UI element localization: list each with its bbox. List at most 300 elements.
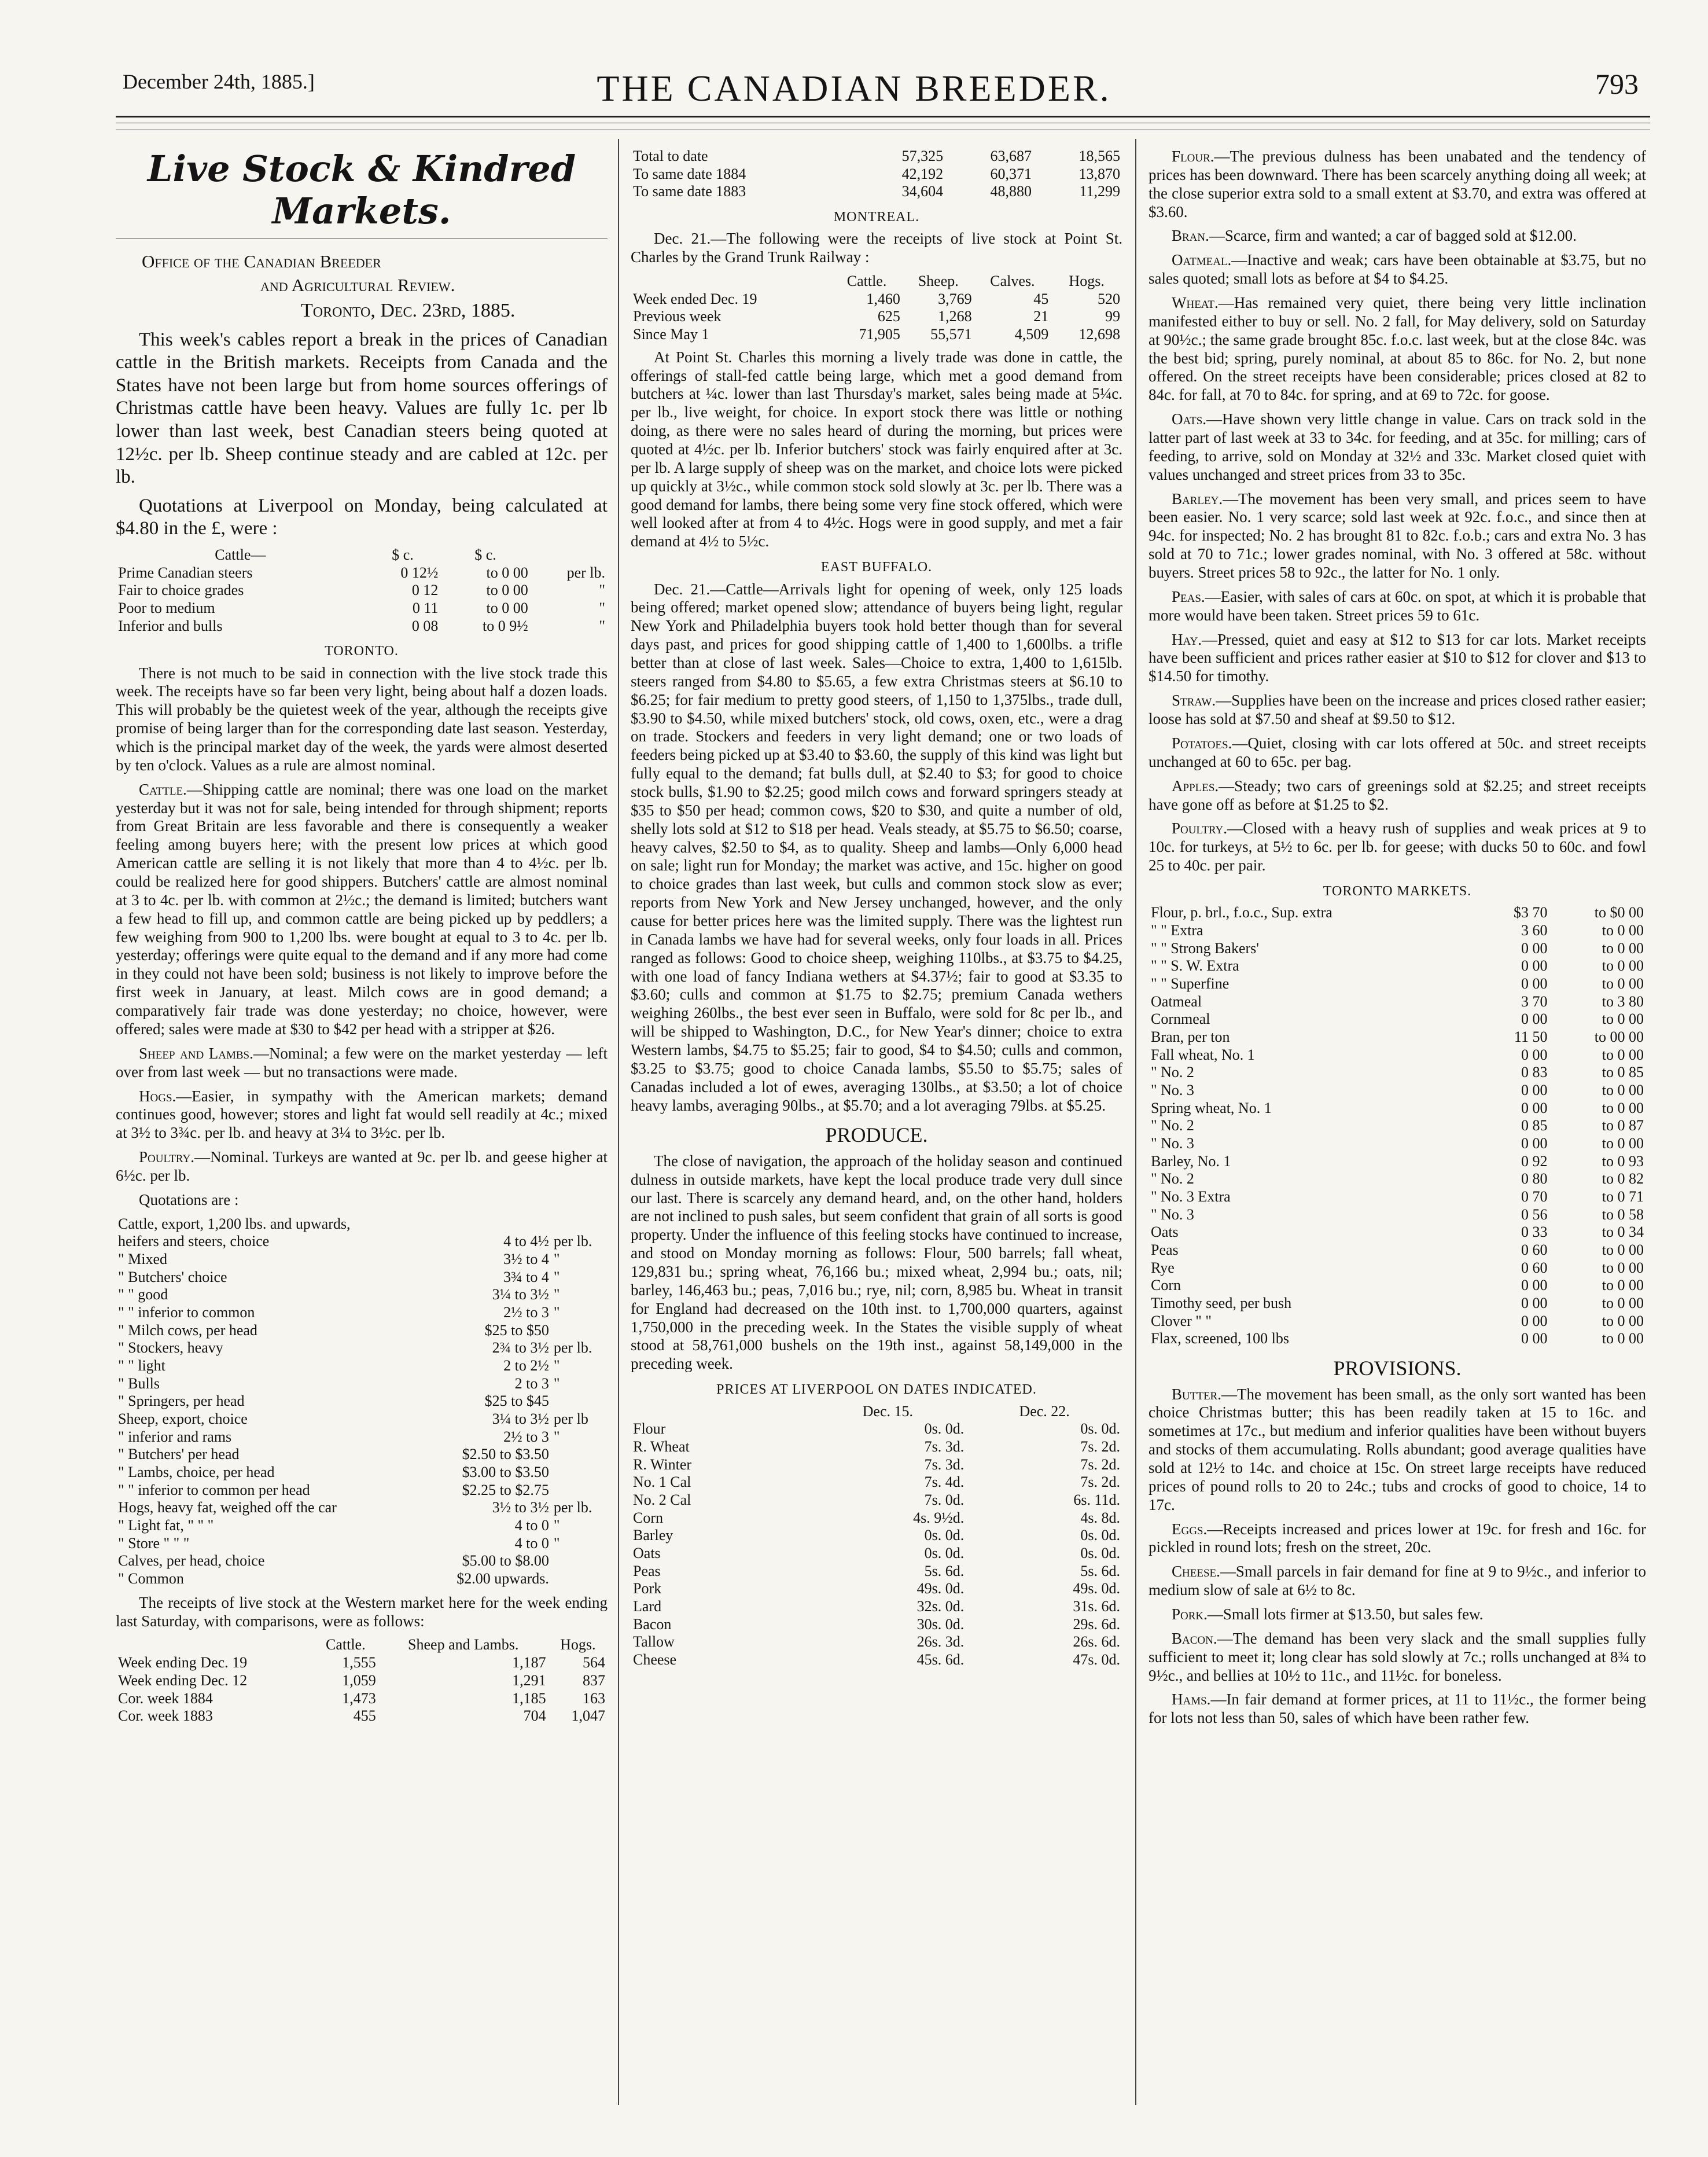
table-cell: to 0 00 (486, 599, 528, 616)
table-cell: " (553, 1517, 560, 1534)
table-cell: " Light fat, " " " (118, 1517, 214, 1534)
table-cell: $3.00 to $3.50 (462, 1464, 549, 1481)
table-cell: Peas (633, 1562, 661, 1579)
table-cell: 26s. 6d. (1073, 1633, 1120, 1651)
paragraph-label: Hogs. (139, 1087, 176, 1105)
table-row (1149, 1010, 1646, 1028)
table-cell: to 0 71 (1602, 1188, 1644, 1205)
table-cell: to 0 00 (1602, 939, 1644, 957)
table-cell: To same date 1883 (633, 183, 746, 200)
table-row (1149, 1277, 1646, 1295)
table-row (1149, 1170, 1646, 1188)
table-header: Dec. 22. (1019, 1402, 1070, 1420)
column-divider (618, 139, 619, 2105)
table-cell: 60,371 (990, 165, 1032, 182)
paragraph-text: —Steady; two cars of greenings sold at $2.25; and street receipts have gone off as before at $1.25 to $2. (1149, 777, 1646, 813)
table-cell: Oats (1151, 1223, 1179, 1241)
table-cell: 4 to 0 (514, 1517, 549, 1534)
table-cell: 31s. 6d. (1073, 1597, 1120, 1615)
table-row (116, 1690, 608, 1708)
table-cell: 0 12 (411, 582, 439, 599)
table-row (116, 1570, 608, 1588)
table-cell: to 0 00 (486, 564, 528, 581)
montreal-intro: Dec. 21.—The following were the receipts of live stock at Point St. Charles by the Grand Trunk Railway : (631, 230, 1122, 266)
table-cell: 1,185 (512, 1689, 546, 1707)
table-cell: 71,905 (859, 326, 900, 343)
table-cell: Barley, No. 1 (1151, 1152, 1231, 1170)
paragraph-text: —In fair demand at former prices, at 11 to 11½c., the former being for lots not less than 50, sales of which have been rather few. (1149, 1691, 1646, 1727)
toronto-markets-table (1149, 904, 1646, 1348)
paragraph-label: Bran. (1172, 227, 1209, 245)
paragraph-label: Pork. (1172, 1605, 1208, 1623)
table-cell: " (553, 1375, 560, 1392)
table-row (631, 1616, 1122, 1634)
table-cell: 3 60 (1521, 921, 1548, 939)
table-cell: " No. 2 (1151, 1170, 1194, 1188)
table-cell: 704 (523, 1707, 546, 1725)
table-row (1149, 922, 1646, 940)
paragraph-text: —Shipping cattle are nominal; there was one load on the market yesterday but it was not for sale, being intended for through shipment; reports from Great Britain are less favorable and there is consequently a weaker feeling among buyers here; with the present low prices at which good American cattle are selling it is not likely that more than 4 to 4½c. per lb. could be realized here for good shippers. Butchers' cattle are almost nominal at 3 to 4c. per lb. with common at 2½c.; the demand is limited; butchers want a few head to fill up, and common cattle are being picked up by peddlers; a few weighing from 900 to 1,200 lbs. were bought at equal to 3 to 4c. per lb. yesterday; offerings were quite equal to the demand and if any more had come in they could not have been sold; business is not likely to improve before the first week in January, at least. Milch cows are in good demand; a comparatively fair trade was done yesterday; no choice, however, were offered; sales were made at $30 to $42 per head with a stripper at $26. (116, 780, 608, 1038)
table-row (116, 1517, 608, 1535)
table-cell: " Milch cows, per head (118, 1321, 257, 1339)
table-cell: 520 (1098, 290, 1120, 307)
table-cell: Bran, per ton (1151, 1028, 1230, 1045)
table-cell: 0 00 (1521, 1046, 1548, 1063)
paragraph-text: —Easier, with sales of cars at 60c. on spot, at which it is probable that more would have been taken. Street prices 59 to 61c. (1149, 587, 1646, 624)
paragraph-text: —Scarce, firm and wanted; a car of bagged sold at $12.00. (1209, 227, 1577, 245)
table-cell: " (553, 1428, 560, 1445)
market-paragraph (1149, 777, 1646, 814)
table-row (1149, 1223, 1646, 1241)
table-cell: 625 (877, 308, 900, 325)
montreal-table (631, 273, 1122, 344)
market-paragraph (1149, 1605, 1646, 1624)
table-cell: " (553, 1357, 560, 1375)
table-row (116, 1499, 608, 1517)
table-cell (551, 1570, 608, 1588)
table-cell: 7s. 2d. (1080, 1456, 1120, 1473)
table-cell: 29s. 6d. (1073, 1615, 1120, 1633)
table-cell: 1,473 (342, 1689, 376, 1707)
section-heading: TORONTO. (325, 644, 399, 659)
table-cell: to 0 00 (1602, 957, 1644, 975)
table-row (1149, 1259, 1646, 1277)
table-row (1149, 1188, 1646, 1206)
table-cell: " " inferior to common per head (118, 1481, 310, 1498)
table-cell: 0 33 (1521, 1223, 1548, 1241)
table-row (631, 1420, 1122, 1438)
table-row (631, 326, 1122, 344)
table-cell: " Butchers' per head (118, 1446, 240, 1463)
paragraph-text: —Nominal; a few were on the market yesterday — left over from last week — but no transactions were made. (116, 1044, 608, 1081)
market-paragraph (1149, 490, 1646, 582)
table-row (631, 1651, 1122, 1669)
paragraph-text: —Small parcels in fair demand for fine at 9 to 9½c., and inferior to medium slow of sale at 6½ to 8c. (1149, 1563, 1646, 1599)
market-paragraph (1149, 1563, 1646, 1600)
table-row (116, 1672, 608, 1690)
table-cell: heifers and steers, choice (118, 1233, 270, 1250)
table-cell: to $0 00 (1594, 904, 1644, 921)
table-cell: 47s. 0d. (1073, 1651, 1120, 1668)
table-row (1149, 1064, 1646, 1082)
table-cell: 63,687 (990, 148, 1032, 164)
table-cell: 0 00 (1521, 1099, 1548, 1116)
table-row (116, 600, 608, 618)
column-2 (631, 148, 1122, 2105)
table-header: $ c. (392, 546, 414, 563)
market-paragraph (1149, 1691, 1646, 1728)
paragraph-text: —Quiet, closing with car lots offered at 50c. and street receipts unchanged at 60 to 65c. per bag. (1149, 734, 1646, 770)
table-cell: Cornmeal (1151, 1010, 1210, 1028)
paragraph-label: Butter. (1172, 1385, 1221, 1403)
table-cell: 3¼ to 3½ (492, 1410, 549, 1428)
table-cell: 1,059 (342, 1671, 376, 1689)
buffalo-paragraph: Dec. 21.—Cattle—Arrivals light for opening of week, only 125 loads being offered; market opened slow; attendance of buyers being light, regular New York and Philadelphia buyers took hold better though than for several days past, and prices for good shipping cattle of 1,400 to 1,600lbs. a trifle better than at close of last week. Sales—Choice to extra, 1,400 to 1,615lb. steers ranged from $4.80 to $5.65, a few extra Christmas steers at $6.10 to $6.25; for fair medium to pretty good steers, of 1,150 to 1,375lbs., trade dull, $3.90 to $4.50, while mixed butchers' stock, old cows, oxen, etc., were a drag on trade. Stockers and feeders in very light demand; one or two loads of feeders being picked up at $3.40 to $3.60, the supply of this kind was light but fully equal to the demand; fat bulls dull, at $2.40 to $3; for good to choice stock bulls, $1.90 to $2.25; good milch cows and forward springers steady at $35 to $50 per head; common cows, $20 to $30, and quite a number of old, shelly lots sold at $12 to $18 per head. Veals steady, at $5.75 to $6.50; coarse, heavy calves, $2.50 to $4, as to quality. Sheep and lambs—Only 6,000 head on sale; light run for Monday; the market was active, and 15c. higher on good to choice grades than last week, but culls and common stock slow as ever; reports from New York and New Jersey unchanged, however, and the only cause for better prices here was the limited supply. There was the lightest run in Canada lambs we have had for several weeks, only four loads in all. Prices ranged as follows: Good to choice sheep, weighing 110lbs., at $3.75 to $4.25, with one load of fancy Indiana wethers at $4.37½; fair to good at $3.35 to $3.60; culls and common at $1.75 to $2.75; premium Canada wethers weighing 260lbs., the best ever seen in Buffalo, were sold for 8c per lb., and will be shipped to Washington, D.C., for New Year's dinner; choice to extra Western lambs, $4.75 to $5.25; fair to good, $4 to $4.50; culls and common, $3.25 to $3.75; good to choice Canada lambs, $5.50 to $5.75; sales of Canadas included a lot of ewes, averaging 130lbs., at $3.50; a lot of choice heavy lambs, averaging 90lbs., at $5.70; and a lot averaging 79lbs. at $5.25. (631, 580, 1122, 1114)
produce-notes (1149, 148, 1646, 875)
table-cell: Flax, screened, 100 lbs (1151, 1330, 1290, 1347)
table-cell: to 0 00 (1602, 921, 1644, 939)
market-paragraph (1149, 148, 1646, 221)
table-cell: 0 08 (411, 617, 439, 634)
table-cell: per lb. (566, 564, 605, 581)
market-paragraph (1149, 1630, 1646, 1685)
table-cell (551, 1392, 608, 1410)
table-cell: " inferior and rams (118, 1428, 232, 1445)
table-row (116, 1233, 608, 1251)
table-cell: to 3 80 (1602, 993, 1644, 1010)
table-cell: 3,769 (938, 290, 972, 307)
paragraph-label: Cheese. (1172, 1563, 1220, 1581)
table-row (1149, 904, 1646, 922)
paragraph-text: —Nominal. Turkeys are wanted at 9c. per lb. and geese higher at 6½c. per lb. (116, 1148, 608, 1184)
provisions-notes (1149, 1386, 1646, 1728)
table-cell: 18,565 (1078, 148, 1120, 164)
table-cell: Calves, per head, choice (118, 1552, 265, 1570)
table-cell: No. 1 Cal (633, 1473, 691, 1491)
table-cell: " No. 3 (1151, 1206, 1194, 1223)
table-row (631, 1509, 1122, 1527)
table-cell: " No. 3 Extra (1151, 1188, 1231, 1205)
table-row (1149, 1313, 1646, 1331)
montreal-paragraph: At Point St. Charles this morning a lively trade was done in cattle, the offerings of stall-fed cattle being large, which met a good demand from butchers at ¼c. lower than last Thursday's market, sales being made at 5¼c. per lb., live weight, for choice. In export stock there was little or nothing doing, as there were no sales heard of during the morning, but prices were quoted at 4½c. per lb. Inferior butchers' stock was fairly enquired after at 3c. per lb. A large supply of sheep was on the market, and choice lots were picked up quickly at 3½c., while common stock sold slowly at 3c. per lb. There was a good demand for lambs, there being some very fine stock offered, which were well looked after at from 4 to 4½c. Hogs were in good supply, and met a fair demand at 4½ to 5½c. (631, 348, 1122, 550)
market-paragraph (1149, 631, 1646, 686)
table-row (116, 564, 608, 582)
office-line: and Agricultural Review. (260, 274, 455, 295)
table-cell: 0 00 (1521, 1277, 1548, 1294)
table-cell: 0 60 (1521, 1241, 1548, 1259)
table-cell: " Stockers, heavy (118, 1339, 223, 1357)
table-row (631, 1598, 1122, 1616)
paragraph-label: Bacon. (1172, 1629, 1217, 1647)
paragraph-label: Sheep and Lambs. (139, 1044, 253, 1062)
table-header (631, 1403, 809, 1421)
table-row (1149, 975, 1646, 993)
table-cell: 0s. 0d. (924, 1527, 965, 1544)
table-cell: to 0 00 (1602, 1081, 1644, 1098)
table-cell: Cor. week 1883 (118, 1707, 213, 1725)
table-cell: " " light (118, 1357, 165, 1375)
table-cell: 0 00 (1521, 1010, 1548, 1028)
liverpool-intro: Quotations at Liverpool on Monday, being calculated at $4.80 in the £, were : (116, 495, 608, 539)
table-row (116, 1215, 608, 1233)
table-cell: 0 56 (1521, 1206, 1548, 1223)
table-cell: " (599, 599, 605, 616)
table-row (116, 1654, 608, 1672)
section-heading: PRODUCE. (825, 1123, 928, 1147)
table-row (116, 1707, 608, 1725)
table-cell: 1,291 (512, 1671, 546, 1689)
table-cell: 0 83 (1521, 1064, 1548, 1081)
western-paragraph: The receipts of live stock at the Western market here for the week ending last Saturday, with comparisons, were as follows: (116, 1593, 608, 1630)
paragraph-text: —Inactive and weak; cars have been obtainable at $3.75, but no sales quoted; small lots as before at $4 to $4.25. (1149, 251, 1646, 288)
table-cell: R. Winter (633, 1456, 692, 1473)
paragraph-text: —The movement has been very small, and prices seem to have been easier. No. 1 very scarce; sold last week at 92c. f.o.c., and since then at 94c. for inspected; No. 2 has brought 81 to 82c. f.o.b.; cars and extra No. 3 has sold at 70 to 71c.; lower grades nominal, with No. 3 offered at 58c. without buyers. Street prices 58 to 92c., the latter for No. 1 only. (1149, 490, 1646, 582)
table-cell: 6s. 11d. (1073, 1491, 1120, 1508)
table-cell: 2½ to 3 (503, 1428, 549, 1445)
table-row (116, 1446, 608, 1464)
sheep-paragraph (116, 1045, 608, 1082)
poultry-paragraph (116, 1148, 608, 1185)
table-cell: per lb. (553, 1499, 592, 1516)
table-cell: Fair to choice grades (118, 582, 244, 599)
paragraph-label: Cattle. (139, 780, 187, 798)
table-header: Hogs. (560, 1636, 596, 1653)
table-cell: " Lambs, choice, per head (118, 1464, 275, 1481)
table-cell: " No. 2 (1151, 1117, 1194, 1134)
paragraph-text: —Has remained very quiet, there being very little inclination manifested either to buy or sell. No. 2 fall, for May delivery, sold on Saturday at 90½c.; the same grade brought 85c. f.o.c. last week, but at the close 84c. was the best bid; spring, purely nominal, at about 85 to 86c. for No. 2, but none offered. On the street receipts have been considerable; prices closed at 82 to 84c. for fall, at 70 to 84c. for spring, and at 69 to 72c. for goose. (1149, 294, 1646, 404)
produce-paragraph: The close of navigation, the approach of the holiday season and continued dulness in outside markets, have kept the local produce trade very dull since our last. There is scarcely any demand heard, and, on the other hand, holders are not inclined to push sales, but seem confident that grain of all sorts is good property. Under the influence of this feeling stocks have continued to increase, and stood on Monday morning as follows: Flour, 500 barrels; fall wheat, 129,831 bu.; spring wheat, 76,166 bu.; mixed wheat, 2,994 bu.; oats, nil; barley, 146,463 bu.; peas, 7,016 bu.; rye, nil; corn, 8,985 bu. Wheat in transit for England had decreased on the 10th inst. to 1,700,000 quarters, against 1,750,000 in the preceding week. In the States the visible supply of wheat stood at 58,761,000 bushels on the 19th inst., against 58,149,000 in the preceding week. (631, 1152, 1122, 1373)
table-cell: 4 to 4½ (503, 1233, 549, 1250)
table-row (116, 1322, 608, 1340)
section-heading: MONTREAL. (833, 210, 920, 225)
table-cell: 7s. 0d. (924, 1491, 965, 1508)
table-cell: " " inferior to common (118, 1304, 255, 1321)
table-cell: 4 to 0 (514, 1534, 549, 1552)
table-cell: Week ended Dec. 19 (633, 290, 757, 307)
quotations-label: Quotations are : (139, 1190, 239, 1208)
table-cell: 11,299 (1079, 183, 1120, 200)
table-cell: Lard (633, 1597, 662, 1615)
table-header: Cattle— (215, 546, 266, 563)
table-cell: Pork (633, 1580, 662, 1597)
table-row (631, 1633, 1122, 1651)
table-row (116, 1375, 608, 1393)
totals-table (631, 148, 1122, 201)
paragraph-text: —The demand has been very slack and the small supplies fully sufficient to meet it; long clear has sold slowly at 7c.; rolls unchanged at 8¾ to 9½c., and bellies at 10½ to 11c., and 11½c. for boneless. (1149, 1629, 1646, 1684)
table-cell: No. 2 Cal (633, 1491, 691, 1508)
table-cell: 0 60 (1521, 1259, 1548, 1276)
table-cell: 3 70 (1521, 993, 1548, 1010)
table-row (116, 1269, 608, 1287)
table-cell: 0 00 (1521, 975, 1548, 992)
paragraph-label: Flour. (1172, 148, 1214, 165)
table-row (631, 183, 1122, 201)
table-cell: Cattle, export, 1,200 lbs. and upwards, (118, 1215, 351, 1232)
table-cell: Inferior and bulls (118, 617, 223, 634)
table-cell: 49s. 0d. (1073, 1580, 1120, 1597)
table-cell: " Springers, per head (118, 1392, 245, 1410)
table-row (1149, 1206, 1646, 1224)
table-cell: 3½ to 3½ (492, 1499, 549, 1516)
table-cell: Bacon (633, 1615, 672, 1633)
paragraph-label: Straw. (1172, 692, 1216, 710)
table-row (116, 1392, 608, 1410)
table-cell: " Mixed (118, 1251, 167, 1267)
table-cell: 0s. 0d. (1080, 1544, 1120, 1561)
table-cell: " No. 3 (1151, 1134, 1194, 1152)
table-cell: 0 12½ (400, 564, 439, 581)
table-cell: To same date 1884 (633, 165, 746, 182)
table-cell: 0 80 (1521, 1170, 1548, 1188)
table-cell: " (553, 1251, 560, 1267)
paragraph-label: Peas. (1172, 587, 1205, 605)
table-cell: 32s. 0d. (916, 1597, 965, 1615)
table-cell: 3½ to 4 (503, 1251, 549, 1267)
page-number: 793 (1595, 68, 1639, 100)
table-cell: to 0 00 (1602, 1010, 1644, 1028)
market-paragraph (1149, 294, 1646, 405)
table-header (116, 1636, 313, 1654)
table-cell: 0s. 0d. (1080, 1527, 1120, 1544)
market-paragraph (1149, 820, 1646, 875)
table-cell: Week ending Dec. 12 (118, 1671, 248, 1689)
table-cell: to 0 82 (1602, 1170, 1644, 1188)
table-row (1149, 940, 1646, 958)
table-row (631, 148, 1122, 166)
paragraph-text: —Supplies have been on the increase and prices closed rather easier; loose has sold at $7.50 and sheaf at $9.50 to $12. (1149, 692, 1646, 728)
table-cell: 12,698 (1078, 326, 1120, 343)
table-cell: 1,460 (866, 290, 900, 307)
table-row (1149, 1295, 1646, 1313)
table-cell: " No. 3 (1151, 1081, 1194, 1098)
table-cell: " (553, 1304, 560, 1321)
table-cell: " " Strong Bakers' (1151, 939, 1259, 957)
table-row (631, 166, 1122, 183)
table-cell: $3 70 (1513, 904, 1548, 921)
table-cell: 7s. 3d. (924, 1456, 965, 1473)
table-cell: 0 70 (1521, 1188, 1548, 1205)
table-cell: 13,870 (1078, 165, 1120, 182)
table-cell: " (599, 582, 605, 599)
table-cell: 3¾ to 4 (503, 1268, 549, 1285)
table-row (116, 618, 608, 635)
table-cell: 564 (583, 1654, 605, 1671)
table-cell: to 0 00 (486, 582, 528, 599)
table-cell: 0 00 (1521, 1295, 1548, 1312)
table-cell: 49s. 0d. (916, 1580, 965, 1597)
table-cell: Peas (1151, 1241, 1179, 1259)
table-row (631, 291, 1122, 308)
table-cell: " (553, 1268, 560, 1285)
table-cell: 837 (583, 1671, 605, 1689)
table-row (116, 1482, 608, 1500)
table-cell: Week ending Dec. 19 (118, 1654, 248, 1671)
paragraph-text: —Easier, in sympathy with the American markets; demand continues good, however; stores and light fat would sell readily at 4c.; mixed at 3½ to 3¾c. per lb. and heavy at 3¼ to 3½c. per lb. (116, 1087, 608, 1142)
table-cell: 5s. 6d. (1080, 1562, 1120, 1579)
table-cell: 455 (353, 1707, 376, 1725)
section-heading: EAST BUFFALO. (820, 560, 933, 575)
table-cell: to 0 00 (1602, 1312, 1644, 1329)
paragraph-text: —Pressed, quiet and easy at $12 to $13 for car lots. Market receipts have been sufficient and prices rather easier at $10 to $12 for clover and $13 to $14.50 for timothy. (1149, 630, 1646, 685)
table-cell: $25 to $45 (484, 1392, 549, 1410)
table-cell: 7s. 4d. (924, 1473, 965, 1491)
table-cell: 7s. 2d. (1080, 1438, 1120, 1455)
paragraph-text: —Closed with a heavy rush of supplies and weak prices at 9 to 10c. for turkeys, at 5½ to 6c. per lb. for geese; with ducks 50 to 60c. and fowl 25 to 40c. per pair. (1149, 820, 1646, 874)
table-cell: Corn (1151, 1277, 1181, 1294)
table-cell: Oats (633, 1544, 661, 1561)
table-cell: Spring wheat, No. 1 (1151, 1099, 1272, 1116)
table-cell: " (553, 1534, 560, 1552)
paragraph-text: —The movement has been small, as the only sort wanted has been choice Christmas butter; this has been readily taken at 15 to 16c. and sometimes at 17c., but medium and inferior qualities have been without buyers and stocks of them accumulating. Rolls abundant; good average qualities have sold at 12½ to 14c. and choice at 15c. On street large receipts have reduced prices of pound rolls to 20 to 24c.; tubs and crocks of good to choice, 14 to 17c. (1149, 1385, 1646, 1513)
table-cell: 57,325 (901, 148, 944, 164)
liverpool-cattle-rows (116, 564, 608, 635)
table-row (116, 1304, 608, 1322)
table-cell: $2.50 to $3.50 (462, 1446, 549, 1463)
table-cell: 45 (1033, 290, 1049, 307)
table-cell: 2¾ to 3½ (492, 1339, 549, 1357)
table-cell (551, 1552, 608, 1570)
table-cell: 5s. 6d. (924, 1562, 965, 1579)
paragraph-label: Eggs. (1172, 1520, 1208, 1538)
table-cell: 55,571 (930, 326, 972, 343)
toronto-paragraph: There is not much to be said in connection with the live stock trade this week. The receipts have so far been very light, being about half a dozen loads. This will probably be the quietest week of the year, although the receipts give promise of being larger than for the corresponding date last season. Yesterday, which is the principal market day of the week, the yards were almost deserted by ten o'clock. Values as a rule are almost nominal. (116, 664, 608, 774)
table-cell: 2 to 3 (514, 1375, 549, 1392)
table-cell: to 0 85 (1602, 1064, 1644, 1081)
table-cell: 0s. 0d. (1080, 1420, 1120, 1438)
table-cell (425, 1215, 551, 1233)
table-cell: " " S. W. Extra (1151, 957, 1239, 975)
table-cell: 0 11 (412, 599, 439, 616)
table-cell: to 0 00 (1602, 1330, 1644, 1347)
market-paragraph (1149, 734, 1646, 771)
table-row (116, 1535, 608, 1553)
table-cell: to 0 58 (1602, 1206, 1644, 1223)
table-cell: to 0 00 (1602, 1046, 1644, 1063)
paragraph-label: Barley. (1172, 490, 1223, 508)
table-cell: Sheep, export, choice (118, 1410, 248, 1428)
lead-paragraph: This week's cables report a break in the prices of Canadian cattle in the British markets. Receipts from Canada and the States have not been large but from home sources offerings of Christmas cattle have been heavy. Values are fully 1c. per lb lower than last week, best Canadian steers being quoted at 12½c. per lb. Sheep continue steady and are cabled at 12c. per lb. (116, 329, 608, 488)
column-1 (116, 148, 608, 2105)
paragraph-label: Poultry. (139, 1148, 195, 1166)
table-row (631, 308, 1122, 326)
table-row (116, 1251, 608, 1269)
table-cell (551, 1482, 608, 1500)
table-cell: Cheese (633, 1651, 677, 1668)
table-cell: to 0 9½ (482, 617, 528, 634)
table-cell: " " Superfine (1151, 975, 1230, 992)
liverpool-prices-table (631, 1403, 1122, 1669)
table-row (631, 1580, 1122, 1598)
table-row (116, 1552, 608, 1570)
table-cell: 30s. 0d. (916, 1615, 965, 1633)
market-paragraph (1149, 227, 1646, 245)
masthead-title: THE CANADIAN BREEDER. (597, 68, 1111, 109)
table-cell: " Bulls (118, 1375, 160, 1392)
table-cell: 4s. 8d. (1080, 1509, 1120, 1526)
market-paragraph (1149, 1520, 1646, 1557)
quotations-table (116, 1215, 608, 1588)
table-row (631, 1438, 1122, 1456)
table-row (631, 1473, 1122, 1491)
section-heading: PRICES AT LIVERPOOL ON DATES INDICATED. (716, 1382, 1037, 1398)
table-row (116, 1410, 608, 1428)
hogs-paragraph (116, 1087, 608, 1143)
table-header: Sheep. (918, 273, 959, 290)
table-cell: to 0 00 (1602, 1134, 1644, 1152)
table-cell: " Store " " " (118, 1534, 190, 1552)
table-cell: R. Wheat (633, 1438, 690, 1455)
table-cell: Since May 1 (633, 326, 709, 343)
